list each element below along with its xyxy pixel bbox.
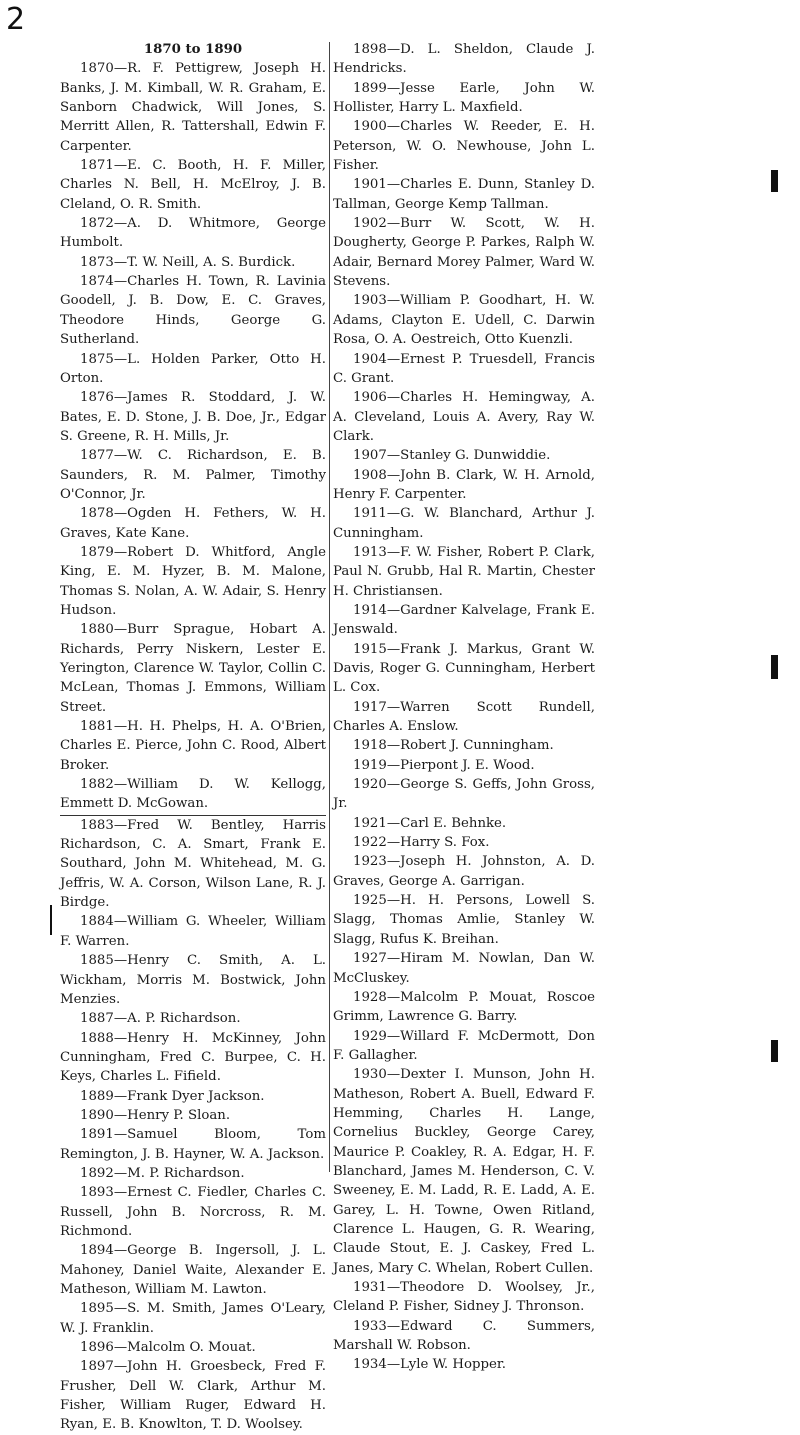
list-item: 1933—Edward C. Summers, Marshall W. Robson. <box>333 1318 595 1354</box>
list-item: 1899—Jesse Earle, John W. Hollister, Harry L. Maxfield. <box>333 80 595 116</box>
list-item: 1879—Robert D. Whitford, Angle King, E. M. Hyzer, B. M. Malone, Thomas S. Nolan, A. W. Adair, S. Henry Hudson. <box>60 544 326 618</box>
list-item: 1870—R. F. Pettigrew, Joseph H. Banks, J. M. Kimball, W. R. Graham, E. Sanborn Chadwick, Will Jones, S. Merritt Allen, R. Tattershall, Edwin F. Carpenter. <box>60 61 326 154</box>
margin-mark <box>771 655 778 679</box>
list-item: 1871—E. C. Booth, H. F. Miller, Charles N. Bell, H. McElroy, J. B. Cleland, O. R. Smith. <box>60 158 326 212</box>
list-item: 1904—Ernest P. Truesdell, Francis C. Grant. <box>333 351 595 386</box>
list-item: 1875—L. Holden Parker, Otto H. Orton. <box>60 351 326 386</box>
list-item: 1873—T. W. Neill, A. S. Burdick. <box>80 254 296 270</box>
list-item: 1931—Theodore D. Woolsey, Jr., Cleland P. Fisher, Sidney J. Thronson. <box>333 1280 595 1315</box>
list-item: 1884—William G. Wheeler, William F. Warren. <box>60 914 326 949</box>
section-heading: 1870 to 1890 <box>143 42 243 57</box>
list-item: 1890—Henry P. Sloan. <box>80 1107 231 1123</box>
list-item: 1921—Carl E. Behnke. <box>353 815 507 831</box>
list-item: 1934—Lyle W. Hopper. <box>353 1357 507 1373</box>
bracket-mark <box>50 905 52 935</box>
list-item: 1898—D. L. Sheldon, Claude J. Hendricks. <box>333 42 595 77</box>
list-item: 1925—H. H. Persons, Lowell S. Slagg, Thomas Amlie, Stanley W. Slagg, Rufus K. Breihan. <box>333 893 595 947</box>
list-item: 1902—Burr W. Scott, W. H. Dougherty, George P. Parkes, Ralph W. Adair, Bernard Morey Palmer, Ward W. Stevens. <box>333 216 595 290</box>
list-item: 1885—Henry C. Smith, A. L. Wickham, Morris M. Bostwick, John Menzies. <box>60 953 326 1007</box>
list-item: 1913—F. W. Fisher, Robert P. Clark, Paul N. Grubb, Hal R. Martin, Chester H. Christiansen. <box>333 544 595 599</box>
list-item: 1889—Frank Dyer Jackson. <box>80 1088 265 1104</box>
margin-mark <box>771 170 778 192</box>
list-item: 1872—A. D. Whitmore, George Humbolt. <box>60 216 326 251</box>
list-item: 1919—Pierpont J. E. Wood. <box>353 757 535 773</box>
list-item: 1895—S. M. Smith, James O'Leary, W. J. Franklin. <box>60 1301 326 1336</box>
list-item: 1891—Samuel Bloom, Tom Remington, J. B. Hayner, W. A. Jackson. <box>60 1127 326 1162</box>
list-item: 1883—Fred W. Bentley, Harris Richardson, C. A. Smart, Frank E. Southard, John M. Whitehead, M. G. Jeffris, W. A. Corson, Wilson Lane, R. J. Birdge. <box>60 815 326 913</box>
list-item: 1920—George S. Geffs, John Gross, Jr. <box>333 777 595 812</box>
list-item: 1888—Henry H. McKinney, John Cunningham, Fred C. Burpee, C. H. Keys, Charles L. Fifield. <box>60 1030 326 1085</box>
list-item: 1882—William D. W. Kellogg, Emmett D. McGowan. <box>60 777 326 812</box>
left-column <box>60 40 326 1435</box>
list-item: 1914—Gardner Kalvelage, Frank E. Jenswald. <box>333 602 595 638</box>
list-item: 1877—W. C. Richardson, E. B. Saunders, R. M. Palmer, Timothy O'Connor, Jr. <box>60 448 326 502</box>
list-item: 1915—Frank J. Markus, Grant W. Davis, Roger G. Cunningham, Herbert L. Cox. <box>333 641 595 696</box>
list-item: 1929—Willard F. McDermott, Don F. Gallagher. <box>333 1028 595 1063</box>
list-item: 1887—A. P. Richardson. <box>80 1011 241 1027</box>
list-item: 1893—Ernest C. Fiedler, Charles C. Russell, John B. Norcross, R. M. Richmond. <box>60 1185 326 1239</box>
margin-mark <box>771 1040 778 1062</box>
right-column <box>333 40 595 1375</box>
list-item: 1881—H. H. Phelps, H. A. O'Brien, Charles E. Pierce, John C. Rood, Albert Broker. <box>60 719 326 773</box>
list-item: 1918—Robert J. Cunningham. <box>353 738 554 754</box>
list-item: 1901—Charles E. Dunn, Stanley D. Tallman, George Kemp Tallman. <box>333 177 595 212</box>
list-item: 1874—Charles H. Town, R. Lavinia Goodell, J. B. Dow, E. C. Graves, Theodore Hinds, George G. Sutherland. <box>60 274 326 348</box>
list-item: 1927—Hiram M. Nowlan, Dan W. McCluskey. <box>333 951 595 986</box>
list-item: 1917—Warren Scott Rundell, Charles A. Enslow. <box>333 699 595 735</box>
list-item: 1908—John B. Clark, W. H. Arnold, Henry F. Carpenter. <box>333 467 595 502</box>
list-item: 1878—Ogden H. Fethers, W. H. Graves, Kate Kane. <box>60 506 326 541</box>
list-item: 1922—Harry S. Fox. <box>353 835 490 851</box>
list-item: 1900—Charles W. Reeder, E. H. Peterson, W. O. Newhouse, John L. Fisher. <box>333 119 595 174</box>
list-item: 1907—Stanley G. Dunwiddie. <box>353 448 551 464</box>
list-item: 1928—Malcolm P. Mouat, Roscoe Grimm, Lawrence G. Barry. <box>333 989 595 1025</box>
list-item: 1892—M. P. Richardson. <box>80 1165 245 1181</box>
list-item: 1894—George B. Ingersoll, J. L. Mahoney, Daniel Waite, Alexander E. Matheson, William M. Lawton. <box>60 1243 326 1297</box>
page-number: 2 <box>6 2 26 37</box>
list-item: 1897—John H. Groesbeck, Fred F. Frusher, Dell W. Clark, Arthur M. Fisher, William Ruger, Edward H. Ryan, E. B. Knowlton, T. D. Woolsey. <box>60 1359 326 1433</box>
list-item: 1903—William P. Goodhart, H. W. Adams, Clayton E. Udell, C. Darwin Rosa, O. A. Oestreich, Otto Kuenzli. <box>333 293 595 348</box>
list-item: 1930—Dexter I. Munson, John H. Matheson, Robert A. Buell, Edward F. Hemming, Charles H. Lange, Cornelius Buckley, George Carey, Maurice P. Coakley, R. A. Edgar, H. F. Blanchard, James M. Henderson, C. V. Sweeney, E. M. Ladd, R. E. Ladd, A. E. Garey, L. H. Towne, Owen Ritland, Clarence L. Haugen, G. R. Wearing, Claude Stout, E. J. Caskey, Fred L. Janes, Mary C. Whelan, Robert Cullen. <box>333 1067 595 1276</box>
list-item: 1911—G. W. Blanchard, Arthur J. Cunningham. <box>333 506 595 541</box>
list-item: 1876—James R. Stoddard, J. W. Bates, E. D. Stone, J. B. Doe, Jr., Edgar S. Greene, R. H. Mills, Jr. <box>60 390 326 444</box>
list-item: 1906—Charles H. Hemingway, A. A. Cleveland, Louis A. Avery, Ray W. Clark. <box>333 390 595 444</box>
list-item: 1896—Malcolm O. Mouat. <box>80 1340 256 1356</box>
list-item: 1880—Burr Sprague, Hobart A. Richards, Perry Niskern, Lester E. Yerington, Clarence W. Taylor, Collin C. McLean, Thomas J. Emmons, William Street. <box>60 622 326 715</box>
column-divider <box>329 42 330 1172</box>
list-item: 1923—Joseph H. Johnston, A. D. Graves, George A. Garrigan. <box>333 854 595 889</box>
